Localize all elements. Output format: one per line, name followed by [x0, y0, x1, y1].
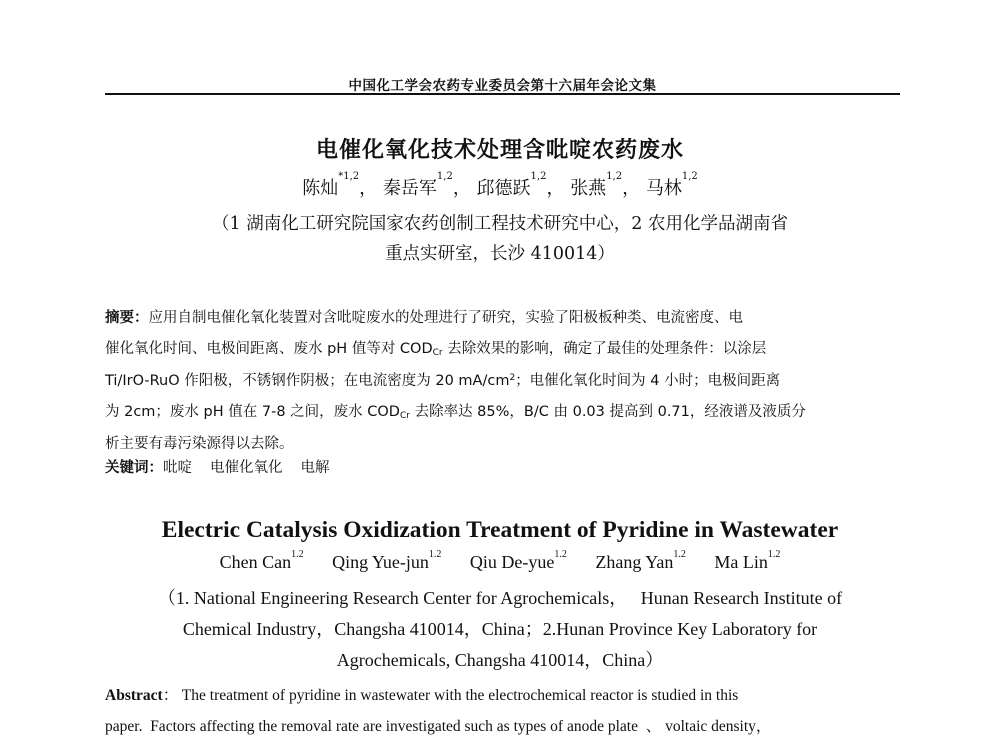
header-rule [105, 93, 900, 95]
running-header: 中国化工学会农药专业委员会第十六届年会论文集 [348, 78, 657, 94]
author-affiliation-marker: 1,2 [436, 171, 453, 182]
abstract-text: 去除效果的影响，确定了最佳的处理条件：以涂层 [442, 340, 767, 357]
abstract-text: 析主要有毒污染源得以去除。 [105, 436, 294, 452]
author-name: Zhang Yan [595, 552, 674, 572]
cod-subscript: Cr [399, 410, 410, 421]
chinese-title: 电催化氧化技术处理含吡啶农药废水 [315, 138, 684, 163]
author [332, 549, 442, 572]
abstract-line [105, 680, 905, 711]
author-name: Qiu De-yue [469, 552, 555, 572]
author-separator: ， [452, 178, 471, 199]
english-authors [0, 549, 1000, 573]
abstract-line [105, 711, 905, 742]
keywords-label: 关键词： [105, 460, 163, 476]
chinese-affiliation-line-2: 重点实研室，长沙 410014） [385, 244, 615, 264]
chinese-affiliation-line-1: （1 湖南化工研究院国家农药创制工程技术研究中心，2 农用化学品湖南省 [212, 214, 788, 234]
author-name: 陈灿 [302, 178, 339, 199]
author-name: 邱德跃 [476, 178, 531, 199]
author-affiliation-marker: 1,2 [681, 171, 698, 182]
abstract-text: 为 2cm；废水 pH 值在 7-8 之间，废水 COD [105, 403, 400, 420]
author-affiliation-marker: 1.2 [673, 549, 686, 560]
abstract-text: ；电催化氧化时间为 4 小时；电极间距离 [515, 373, 781, 389]
author [219, 549, 304, 572]
chinese-keywords [105, 456, 348, 477]
abstract-text: 去除率达 85%，B/C 由 0.03 提高到 0.71，经液谱及液质分 [409, 403, 806, 420]
author-separator: ， [546, 178, 565, 199]
abstract-text: Ti/IrO-RuO 作阳极，不锈钢作阴极；在电流密度为 20 mA/cm [105, 373, 510, 389]
abstract-text: 催化氧化时间、电极间距离、废水 pH 值等对 COD [105, 340, 433, 357]
english-affiliation-line-1: （1. National Engineering Research Center for Agrochemicals， Hunan Research Institute of [157, 588, 843, 608]
author-separator: ， [359, 178, 378, 199]
author [714, 549, 781, 572]
english-abstract [105, 680, 905, 742]
abstract-text: The treatment of pyridine in wastewater with the electrochemical reactor is studied in this [178, 687, 739, 704]
author-name: Qing Yue-jun [332, 552, 429, 572]
author-affiliation-marker: 1.2 [767, 549, 781, 560]
unit-superscript: 2 [509, 373, 516, 383]
author-affiliation-marker: 1.2 [428, 549, 442, 560]
author-affiliation-marker: 1,2 [606, 171, 623, 182]
abstract-text: 应用自制电催化氧化装置对含吡啶废水的处理进行了研究，实验了阳极板种类、电流密度、电 [148, 310, 743, 326]
english-affiliation-line-2: Chemical Industry，Changsha 410014，China；2.Hunan Province Key Laboratory for [182, 619, 818, 639]
author-separator: ， [622, 178, 641, 199]
keyword: 吡啶 [163, 460, 192, 476]
keyword: 电催化氧化 [210, 460, 283, 476]
cod-subscript: Cr [432, 347, 443, 358]
abstract-line [105, 366, 900, 397]
author-affiliation-marker: *1,2 [338, 171, 360, 182]
abstract-line [105, 429, 900, 460]
abstract-text: paper. Factors affecting the removal rate are investigated such as types of anode plate 、 voltaic density， [105, 718, 772, 735]
chinese-authors [0, 171, 1000, 200]
author-affiliation-marker: 1.2 [291, 549, 304, 560]
author-name: 马林 [645, 178, 682, 199]
chinese-abstract [105, 303, 900, 460]
author-affiliation-marker: 1,2 [530, 171, 547, 182]
abstract-line [105, 334, 900, 367]
abstract-line [105, 303, 900, 334]
english-title: Electric Catalysis Oxidization Treatment of Pyridine in Wastewater [161, 517, 839, 543]
author [469, 549, 567, 572]
author-name: 秦岳军 [382, 178, 437, 199]
english-affiliation-line-3: Agrochemicals, Changsha 410014，China） [336, 650, 664, 670]
abstract-line [105, 397, 900, 430]
author [595, 549, 686, 572]
author-affiliation-marker: 1.2 [554, 549, 567, 560]
abstract-label: Abstract [105, 687, 163, 704]
author-name: Chen Can [219, 552, 292, 572]
abstract-label: 摘要： [105, 310, 149, 326]
abstract-colon: ： [162, 687, 179, 704]
author-name: Ma Lin [714, 552, 768, 572]
keyword: 电解 [300, 460, 330, 476]
author-name: 张燕 [570, 178, 607, 199]
